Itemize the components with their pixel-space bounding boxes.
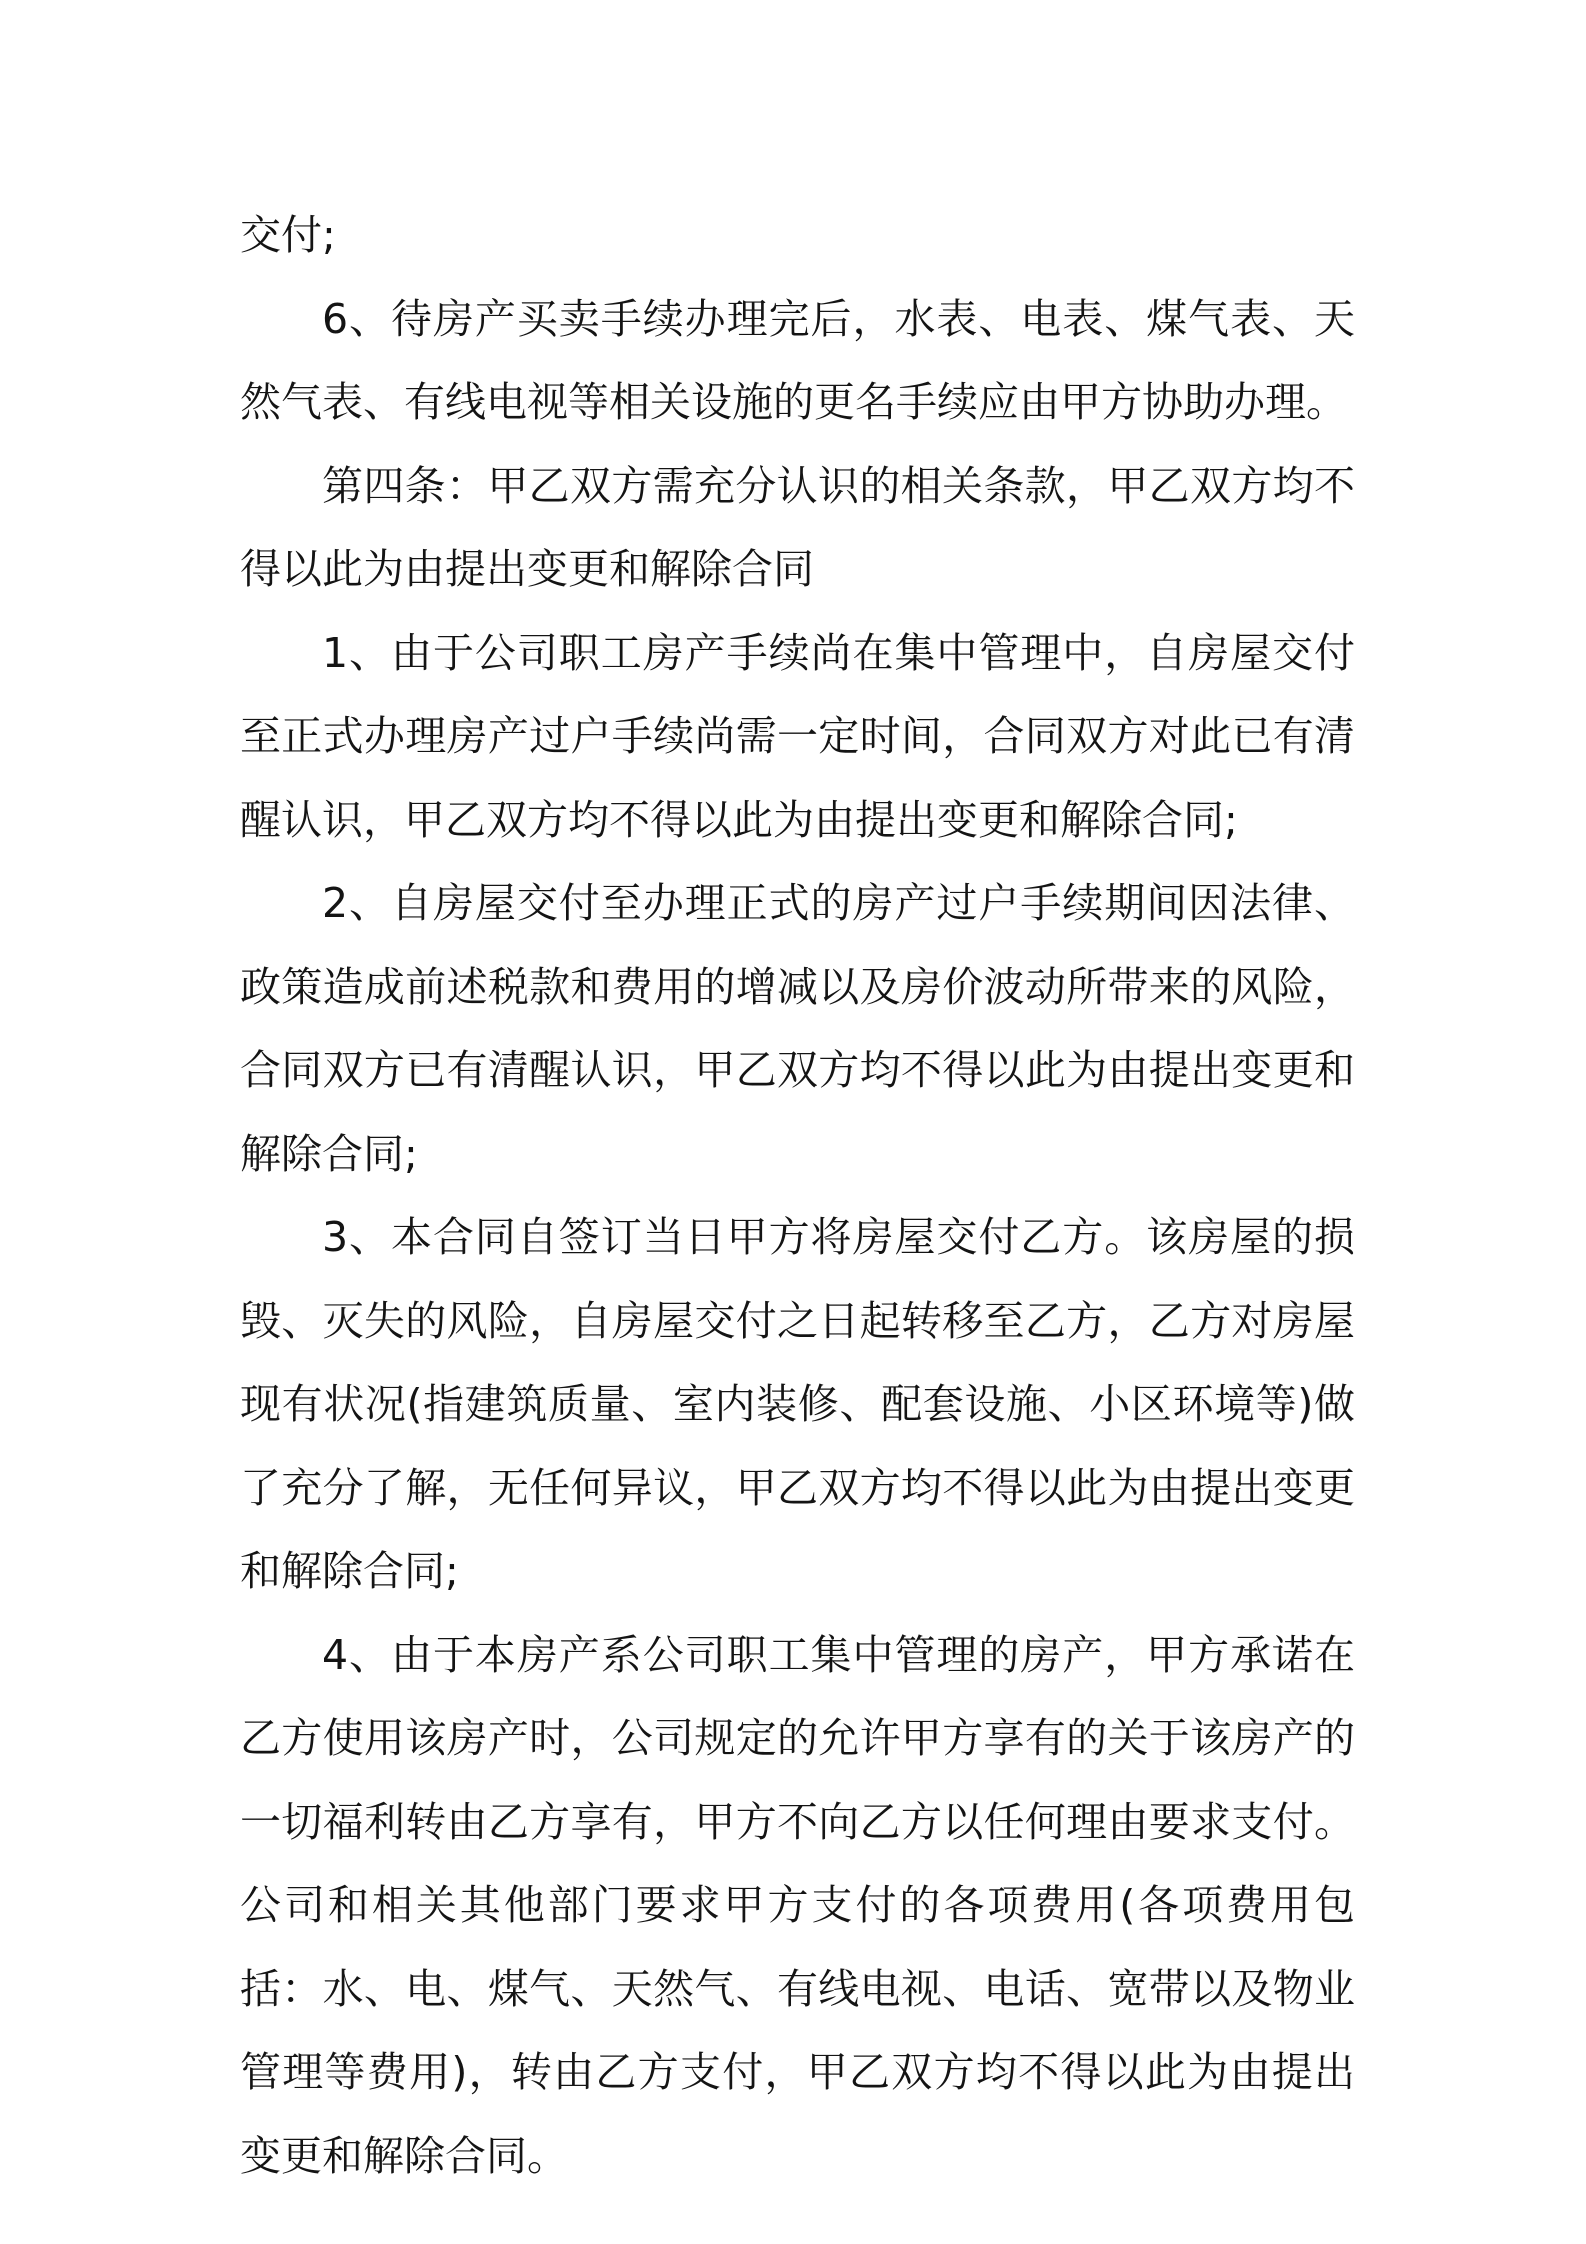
paragraph-item-1: 1、由于公司职工房产手续尚在集中管理中，自房屋交付至正式办理房产过户手续尚需一定时间，合同双方对此已有清醒认识，甲乙双方均不得以此为由提出变更和解除合同; <box>240 628 1355 844</box>
paragraph-item-2: 2、自房屋交付至办理正式的房产过户手续期间因法律、政策造成前述税款和费用的增减以及房价波动所带来的风险，合同双方已有清醒认识，甲乙双方均不得以此为由提出变更和解除合同; <box>240 879 1355 1178</box>
paragraph-continuation: 交付; <box>240 211 336 259</box>
paragraph-article-4-heading: 第四条：甲乙双方需充分认识的相关条款，甲乙双方均不得以此为由提出变更和解除合同 <box>240 461 1355 593</box>
paragraph-item-4: 4、由于本房产系公司职工集中管理的房产，甲方承诺在乙方使用该房产时，公司规定的允许甲方享有的关于该房产的一切福利转由乙方享有，甲方不向乙方以任何理由要求支付。 公司和相关其他部门要求甲方支付的各项费用(各项费用包括：水、电、煤气、天然气、有线电视、电话、宽带以及物业管理等费用)，转由乙方支付，甲乙双方均不得以此为由提出变更和解除合同。 <box>240 1630 1355 2180</box>
document-body <box>240 194 1355 2198</box>
paragraph-item-6: 6、待房产买卖手续办理完后，水表、电表、煤气表、天然气表、有线电视等相关设施的更名手续应由甲方协助办理。 <box>240 294 1355 426</box>
paragraph-item-3: 3、本合同自签订当日甲方将房屋交付乙方。该房屋的损毁、灭失的风险，自房屋交付之日起转移至乙方，乙方对房屋现有状况(指建筑质量、室内装修、配套设施、小区环境等)做了充分了解，无任何异议，甲乙双方均不得以此为由提出变更和解除合同; <box>240 1213 1355 1595</box>
